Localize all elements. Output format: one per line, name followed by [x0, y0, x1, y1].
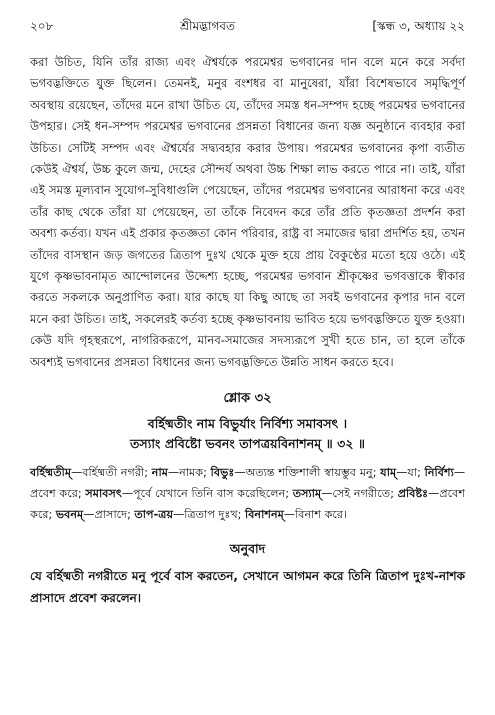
- synonym-term: বিভুঃ: [210, 466, 235, 480]
- synonym-meaning: নামক: [179, 466, 204, 480]
- synonyms-paragraph: [30, 462, 465, 525]
- synonym-meaning: যা: [407, 466, 418, 480]
- synonym-meaning: বিনাশ করে: [295, 508, 344, 522]
- synonym-term: নাম: [151, 466, 168, 480]
- book-title: শ্রীমদ্ভাগবত: [179, 19, 235, 33]
- synonym-entry: প্রবিষ্টঃ—প্রবেশ করে;: [30, 487, 466, 522]
- synonym-entry: নির্বিশ্য—প্রবেশ করে;: [30, 466, 466, 501]
- synonym-term: বর্হিষ্মতীম্: [30, 466, 72, 480]
- synonym-term: যাম্: [380, 466, 397, 480]
- synonym-entry: বিভুঃ—অত্যন্ত শক্তিশালী স্বায়ম্ভুব মনু;: [210, 466, 381, 480]
- synonym-entry: নাম—নামক;: [151, 466, 211, 480]
- synonym-term: তাপ-ত্রয়: [134, 508, 174, 522]
- verse-line-2: তস্যাং প্রবিষ্টো ভবনং তাপত্রয়বিনাশনম্‌ ॥ ৩২ ॥: [129, 436, 366, 452]
- synonym-meaning: পূর্বে যেখানে তিনি বাস করেছিলেন: [133, 487, 286, 501]
- purport-paragraph: করা উচিত, যিনি তাঁর রাজ্য এবং ঐশ্বর্যকে পরমেশ্বর ভগবানের দান বলে মনে করে সর্বদা ভগবদ্ভক্তিতে যুক্ত ছিলেন। তেমনই, মনুর বংশধর বা মানুষেরা, যাঁরা বিশেষভাবে সমৃদ্ধিপূর্ণ অবস্থায় রয়েছেন, তাঁদের মনে রাখা উচিত যে, তাঁদের সমস্ত ধন-সম্পদ হচ্ছে পরমেশ্বর ভগবানের উপহার। সেই ধন-সম্পদ পরমেশ্বর ভগবানের প্রসন্নতা বিধানের জন্য যজ্ঞ অনুষ্ঠানে ব্যবহার করা উচিত। সেটিই সম্পদ এবং ঐশ্বর্যের সদ্ব্যবহার করার উপায়। পরমেশ্বর ভগবানের কৃপা ব্যতীত কেউই ঐশ্বর্য, উচ্চ কুলে জন্ম, দেহের সৌন্দর্য অথবা উচ্চ শিক্ষা লাভ করতে পারে না। তাই, যাঁরা এই সমস্ত মূল্যবান সুযোগ-সুবিধাগুলি পেয়েছেন, তাঁদের পরমেশ্বর ভগবানের আরাধনা করে এবং তাঁর কাছ থেকে তাঁরা যা পেয়েছেন, তা তাঁকে নিবেদন করে তাঁর প্রতি কৃতজ্ঞতা প্রদর্শন করা অবশ্য কর্তব্য। যখন এই প্রকার কৃতজ্ঞতা কোন পরিবার, রাষ্ট্র বা সমাজের দ্বারা প্রদর্শিত হয়, তখন তাঁদের বাসস্থান জড় জগতের ত্রিতাপ দুঃখ থেকে মুক্ত হয়ে প্রায় বৈকুণ্ঠের মতো হয়ে ওঠে। এই যুগে কৃষ্ণভাবনামৃত আন্দোলনের উদ্দেশ্য হচ্ছে, পরমেশ্বর ভগবান শ্রীকৃষ্ণের ভগবত্তাকে স্বীকার করতে সকলকে অনুপ্রাণিত করা। যার কাছে যা কিছু আছে তা সবই ভগবানের কৃপার দান বলে মনে করা উচিত। তাই, সকলেরই কর্তব্য হচ্ছে কৃষ্ণভাবনায় ভাবিত হয়ে ভগবদ্ভক্তিতে যুক্ত হওয়া। কেউ যদি গৃহস্থরূপে, নাগরিকরূপে, মানব-সমাজের সদস্যরূপে সুখী হতে চান, তা হলে তাঁকে অবশ্যই ভগবানের প্রসন্নতা বিধানের জন্য ভগবদ্ভক্তিতে উন্নতি সাধন করতে হবে।: [30, 55, 465, 369]
- synonym-entry: তাপ-ত্রয়—ত্রিতাপ দুঃখ;: [134, 508, 245, 522]
- chapter-reference: [স্কন্ধ ৩, অধ্যায় ২২: [372, 19, 465, 33]
- page-number: ২০৮: [30, 19, 54, 33]
- synonym-entry: তস্যাম্—সেই নগরীতে;: [292, 487, 398, 501]
- verse-heading: শ্লোক ৩২: [223, 391, 272, 407]
- synonym-meaning: বর্হিষ্মতী নগরী: [82, 466, 145, 480]
- synonym-term: তস্যাম্: [292, 487, 322, 501]
- synonym-term: প্রবিষ্টঃ: [397, 487, 429, 501]
- synonym-meaning: প্রবেশ করে: [30, 487, 78, 501]
- synonym-term: ভবনম্: [55, 508, 84, 522]
- synonym-entry: ভবনম্—প্রাসাদে;: [55, 508, 135, 522]
- synonym-term: বিনাশনম্: [245, 508, 284, 522]
- synonym-entry: যাম্—যা;: [380, 466, 425, 480]
- synonym-entry: বিনাশনম্—বিনাশ করে।: [245, 508, 348, 522]
- translation-text: যে বর্হিষ্মতী নগরীতে মনু পূর্বে বাস করতেন, সেখানে আগমন করে তিনি ত্রিতাপ দুঃখ-নাশক প্রাসাদে প্রবেশ করলেন।: [30, 569, 465, 606]
- verse-line-1: বর্হিষ্মতীং নাম বিভুর্যাং নির্বিশ্য সমাবসৎ ।: [147, 416, 348, 432]
- synonym-term: নির্বিশ্য: [424, 466, 454, 480]
- synonym-entry: সমাবসৎ—পূর্বে যেখানে তিনি বাস করেছিলেন;: [85, 487, 293, 501]
- synonym-entry: বর্হিষ্মতীম্—বর্হিষ্মতী নগরী;: [30, 466, 152, 480]
- page-header: [30, 18, 465, 38]
- synonym-meaning: প্রবেশ করে: [30, 487, 466, 522]
- synonym-meaning: ত্রিতাপ দুঃখ: [184, 508, 238, 522]
- synonym-term: সমাবসৎ: [85, 487, 122, 501]
- synonym-meaning: প্রাসাদে: [94, 508, 128, 522]
- synonym-meaning: অত্যন্ত শক্তিশালী স্বায়ম্ভুব মনু: [245, 466, 373, 480]
- synonym-meaning: সেই নগরীতে: [332, 487, 391, 501]
- translation-heading: অনুবাদ: [229, 541, 266, 557]
